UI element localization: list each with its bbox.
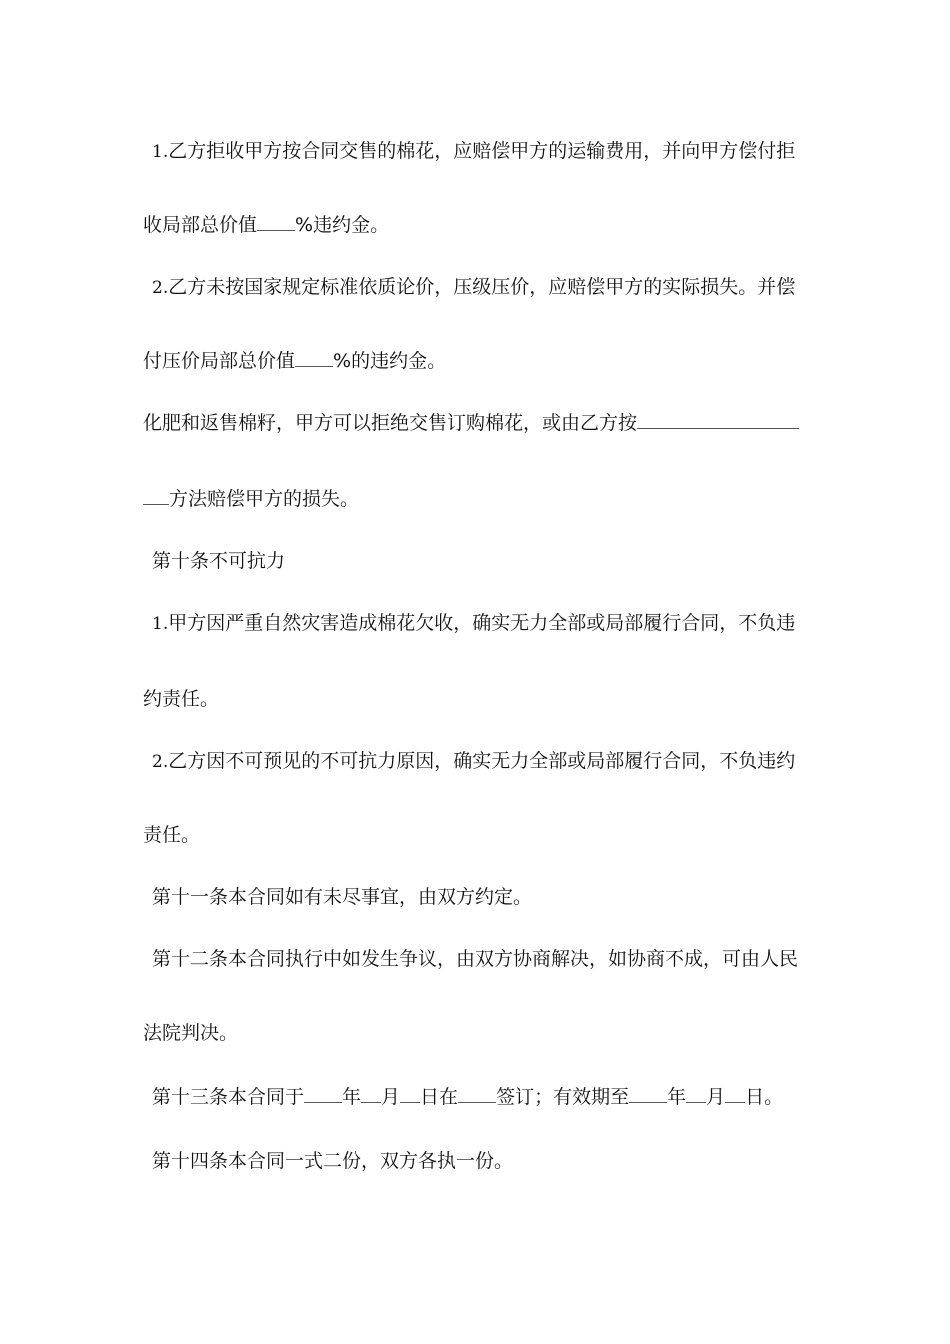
item-number: 2. — [152, 278, 169, 298]
item-number: 2. — [152, 752, 169, 772]
text: 约责任。 — [143, 688, 220, 710]
text: 年 — [667, 1086, 687, 1108]
year-blank[interactable] — [629, 1085, 667, 1103]
place-blank[interactable] — [458, 1085, 496, 1103]
text: 责任。 — [143, 824, 201, 846]
fill-in-blank[interactable] — [637, 411, 799, 429]
text: 法院判决。 — [143, 1022, 239, 1044]
clause-9-item-2-line-1 — [152, 274, 817, 301]
text: 第十四条本合同一式二份，双方各执一份。 — [152, 1150, 514, 1172]
clause-9-item-1-line-2 — [143, 212, 808, 238]
month-blank[interactable] — [686, 1085, 706, 1103]
text: 乙方未按国家规定标准依质论价，压级压价，应赔偿甲方的实际损失。并偿 — [168, 276, 796, 298]
clause-10-item-1-line-2 — [143, 686, 808, 712]
fill-in-blank[interactable] — [257, 213, 295, 231]
text: 月 — [706, 1086, 726, 1108]
text: 方法赔偿甲方的损失。 — [169, 488, 360, 510]
fill-in-blank[interactable] — [295, 349, 333, 367]
clause-12-line-1 — [152, 946, 817, 972]
text: 年 — [342, 1086, 362, 1108]
text: 收局部总价值 — [143, 214, 258, 236]
text: 乙方因不可预见的不可抗力原因，确实无力全部或局部履行合同，不负违约 — [168, 750, 796, 772]
clause-12-line-2 — [143, 1020, 808, 1046]
month-blank[interactable] — [361, 1085, 381, 1103]
text: 化肥和返售棉籽，甲方可以拒绝交售订购棉花，或由乙方按 — [143, 412, 638, 434]
clause-13 — [152, 1084, 817, 1110]
item-number: 1. — [152, 614, 169, 634]
clause-10-item-1-line-1 — [152, 610, 817, 637]
day-blank[interactable] — [725, 1085, 745, 1103]
text: 第十条不可抗力 — [152, 550, 286, 572]
text: 日在 — [420, 1086, 459, 1108]
clause-9-item-3-line-1 — [143, 410, 808, 436]
text: 第十一条本合同如有未尽事宜，由双方约定。 — [152, 886, 533, 908]
clause-9-item-2-line-2 — [143, 348, 808, 374]
item-number: 1. — [152, 142, 169, 162]
text: 签订；有效期至 — [496, 1086, 630, 1108]
day-blank[interactable] — [400, 1085, 420, 1103]
year-blank[interactable] — [304, 1085, 342, 1103]
text: 日。 — [745, 1086, 784, 1108]
text: 第十二条本合同执行中如发生争议，由双方协商解决，如协商不成，可由人民 — [152, 948, 799, 970]
fill-in-blank[interactable] — [143, 487, 169, 505]
clause-14 — [152, 1148, 817, 1174]
text: 乙方拒收甲方按合同交售的棉花，应赔偿甲方的运输费用，并向甲方偿付拒 — [168, 140, 796, 162]
text: 第十三条本合同于 — [152, 1086, 305, 1108]
text: 付压价局部总价值 — [143, 350, 296, 372]
clause-10-item-2-line-1 — [152, 748, 817, 775]
clause-9-item-1-line-1 — [152, 138, 817, 165]
text: 月 — [381, 1086, 401, 1108]
text: 甲方因严重自然灾害造成棉花欠收，确实无力全部或局部履行合同，不负违 — [168, 612, 796, 634]
clause-9-item-3-line-2 — [143, 486, 808, 512]
clause-10-item-2-line-2 — [143, 822, 808, 848]
clause-11 — [152, 884, 817, 910]
clause-10-heading — [152, 548, 817, 574]
text: %的违约金。 — [333, 350, 447, 372]
text: %违约金。 — [295, 214, 390, 236]
